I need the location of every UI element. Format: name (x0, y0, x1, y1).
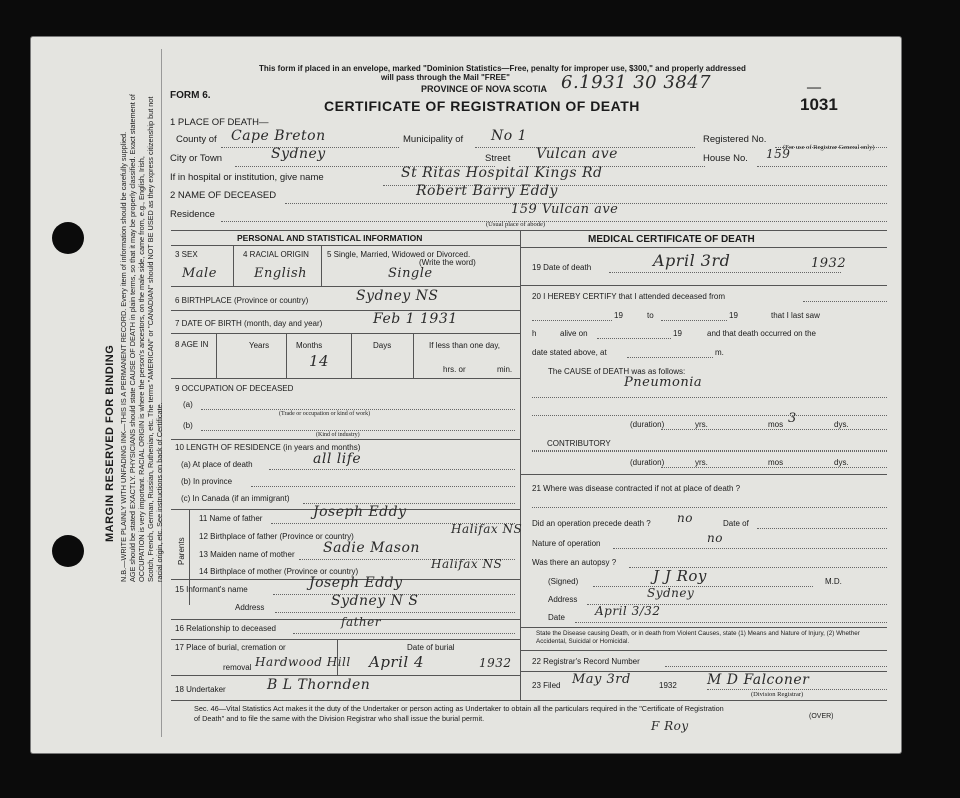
punch-hole-bottom (52, 535, 84, 567)
bottom-initials: F Roy (651, 719, 689, 733)
operation-date-label: Date of (723, 519, 749, 528)
row-rule-5 (171, 439, 521, 440)
duration-line-2 (661, 467, 887, 468)
physician-date-label: Date (548, 613, 565, 622)
marital-label: 5 Single, Married, Widowed or Divorced. (327, 250, 471, 259)
division-registrar-line (707, 689, 887, 690)
postage-note: This form if placed in an envelope, marked "Dominion Statistics—Free, penalty for improper use, $300," and properly addressed (259, 64, 746, 73)
dash-mark: — (807, 80, 821, 95)
nature-label: Nature of operation (532, 539, 601, 548)
handwritten-reference: 6.1931 30 3847 (561, 72, 712, 93)
margin-instruction-2: AGE should be stated EXACTLY. PHYSICIANS should state CAUSE OF DEATH in plain terms, so that it may be properly classified. Exact statement of (128, 94, 137, 582)
father-birthplace-value: Halifax NS (451, 522, 523, 536)
relationship-label: 16 Relationship to deceased (175, 624, 276, 633)
marital-value: Single (388, 266, 433, 281)
residence-value: 159 Vulcan ave (511, 202, 619, 217)
date-of-death-line (609, 272, 841, 273)
registrar-note: (For use of Registrar General only) (783, 144, 875, 151)
in-province-line (251, 486, 515, 487)
filed-year: 1932 (659, 681, 677, 690)
certify-date-stated: date stated above, at (532, 348, 607, 357)
cause-line-1 (532, 397, 887, 398)
house-no-line (757, 166, 887, 167)
row-rule-1 (171, 286, 521, 287)
sex-divider (233, 245, 234, 286)
physician-address-label: Address (548, 595, 578, 604)
certificate-title: CERTIFICATE OF REGISTRATION OF DEATH (324, 98, 640, 114)
certify-19-c: 19 (673, 329, 682, 338)
duration-days-value: 3 (788, 411, 797, 426)
postage-note-2: will pass through the Mail "FREE" (381, 73, 510, 82)
sex-label: 3 SEX (175, 250, 198, 259)
margin-instruction-4: Scotch, French, German, Russian, Ruthenian, etc. The terms "AMERICAN" or "CANADIAN" should NOT BE USED as they express citizenship but not (146, 96, 155, 582)
registered-no-label: Registered No. (703, 134, 767, 145)
nature-value: no (707, 531, 723, 545)
certify-h: h (532, 329, 537, 338)
marital-note: (Write the word) (419, 258, 476, 267)
dob-value: Feb 1 1931 (373, 311, 458, 327)
at-place-value: all life (313, 451, 362, 467)
dys-label-1: dys. (834, 420, 849, 429)
at-place-line (269, 469, 515, 470)
burial-label: 17 Place of burial, cremation or (175, 643, 286, 652)
division-registrar-note: (Division Registrar) (751, 691, 804, 698)
relationship-line (293, 633, 515, 634)
yrs-label-1: yrs. (695, 420, 708, 429)
informant-label: 15 Informant's name (175, 585, 248, 594)
street-value: Vulcan ave (536, 146, 618, 162)
certify-alive-on: alive on (560, 329, 588, 338)
contracted-label: 21 Where was disease contracted if not at place of death ? (532, 484, 741, 493)
years-label: Years (249, 341, 270, 350)
occupation-b-line (201, 430, 515, 431)
form-number: FORM 6. (170, 90, 211, 101)
contributory-line-2 (532, 451, 887, 452)
occupation-b-note: (Kind of industry) (316, 432, 360, 438)
medical-heading: MEDICAL CERTIFICATE OF DEATH (588, 234, 755, 245)
race-label: 4 RACIAL ORIGIN (243, 250, 309, 259)
birthplace-value: Sydney NS (356, 288, 439, 304)
filed-label: 23 Filed (532, 681, 561, 690)
row-rule-2 (171, 310, 521, 311)
personal-sub-rule (171, 245, 521, 246)
burial-date-value: April 4 (369, 653, 425, 671)
birthplace-label: 6 BIRTHPLACE (Province or country) (175, 296, 309, 305)
mother-birthplace-label: 14 Birthplace of mother (Province or country) (199, 567, 359, 576)
age-divider-4 (413, 333, 414, 378)
duration-label-1: (duration) (630, 420, 665, 429)
physician-address-value: Sydney (647, 586, 695, 600)
race-value: English (254, 266, 308, 281)
operation-date-line (757, 528, 887, 529)
medical-rule-1 (520, 285, 887, 286)
certify-line-3 (597, 338, 671, 339)
removal-value: Hardwood Hill (255, 655, 351, 669)
certify-to: to (647, 311, 654, 320)
medical-rule-2 (520, 474, 887, 475)
municipality-label: Municipality of (403, 134, 464, 145)
death-year: 1932 (811, 256, 847, 271)
race-divider (321, 245, 322, 286)
duration-line-1 (661, 429, 887, 430)
informant-address-value: Sydney N S (331, 593, 419, 609)
certificate-number: 1031 (800, 95, 838, 114)
municipality-value: No 1 (491, 128, 528, 144)
medical-rule-3 (520, 627, 887, 628)
signed-label: (Signed) (548, 577, 579, 586)
dys-label-2: dys. (834, 458, 849, 467)
operation-label: Did an operation precede death ? (532, 519, 651, 528)
deceased-name-value: Robert Barry Eddy (416, 183, 558, 199)
margin-instruction-1: N.B.—WRITE PLAINLY WITH UNFADING INK—THIS IS A PERMANENT RECORD. Every item of information should be carefully supplied. (119, 131, 128, 582)
over-note: (OVER) (809, 713, 834, 720)
street-label: Street (485, 153, 511, 164)
filed-value: May 3rd (572, 672, 631, 687)
hospital-value: St Ritas Hospital Kings Rd (401, 165, 603, 181)
burial-divider (337, 639, 338, 675)
occupation-a-line (201, 409, 515, 410)
punch-hole-top (52, 222, 84, 254)
registrar-record-label: 22 Registrar's Record Number (532, 657, 640, 666)
row-rule-9 (171, 639, 521, 640)
burial-date-label: Date of burial (407, 643, 455, 652)
margin-rule (161, 49, 162, 737)
margin-instruction-3: OCCUPATION is very important. RACIAL ORIGIN is where the person's ancestors, on the male side, came from, e.g., English, Irish, (137, 156, 146, 582)
in-canada-label: (c) In Canada (if an immigrant) (181, 494, 290, 503)
autopsy-label: Was there an autopsy ? (532, 558, 617, 567)
certify-19-a: 19 (614, 311, 623, 320)
dob-label: 7 DATE OF BIRTH (month, day and year) (175, 319, 323, 328)
less-than-day-label: If less than one day, (429, 341, 501, 350)
certify-time-line (627, 357, 713, 358)
city-value: Sydney (271, 146, 326, 162)
residence-note: (Usual place of abode) (486, 221, 546, 228)
city-label: City or Town (170, 153, 223, 164)
medical-top-rule (520, 230, 887, 231)
undertaker-label: 18 Undertaker (175, 685, 226, 694)
bottom-rule (171, 700, 887, 701)
cause-of-death-value: Pneumonia (624, 375, 703, 390)
age-divider-3 (351, 333, 352, 378)
row-rule-10 (171, 675, 521, 676)
mother-birthplace-value: Halifax NS (431, 557, 503, 571)
operation-value: no (677, 511, 693, 525)
hospital-label: If in hospital or institution, give name (170, 172, 324, 183)
certify-19-b: 19 (729, 311, 738, 320)
mother-label: 13 Maiden name of mother (199, 550, 295, 559)
physician-date-value: April 3/32 (595, 604, 661, 618)
occupation-b-label: (b) (183, 421, 193, 430)
informant-value: Joseph Eddy (309, 575, 403, 591)
months-value: 14 (309, 352, 330, 370)
medical-rule-4 (520, 650, 887, 651)
row-rule-4 (171, 378, 521, 379)
father-label: 11 Name of father (199, 514, 263, 523)
days-label: Days (373, 341, 392, 350)
in-province-label: (b) In province (181, 477, 233, 486)
sec46-note-1: Sec. 46—Vital Statistics Act makes it the duty of the Undertaker or person acting as Undertaker to obtain all the particulars required in the "Certificate of Registration (194, 704, 724, 713)
age-divider-2 (286, 333, 287, 378)
duration-label-2: (duration) (630, 458, 665, 467)
cause-of-death-label: The CAUSE of DEATH was as follows: (548, 367, 686, 376)
min-label: min. (497, 365, 513, 374)
certify-from-line (803, 301, 887, 302)
personal-top-rule (171, 230, 521, 231)
signed-line (593, 586, 813, 587)
removal-label: removal (223, 663, 252, 672)
contracted-line (532, 507, 887, 508)
certificate-paper (31, 37, 901, 753)
months-label: Months (296, 341, 323, 350)
house-no-value: 159 (766, 147, 791, 161)
cause-line-2 (532, 415, 887, 416)
date-of-death-label: 19 Date of death (532, 263, 592, 272)
deceased-name-label: 2 NAME OF DECEASED (170, 190, 277, 201)
certify-last-saw: that I last saw (771, 311, 820, 320)
age-divider-1 (216, 333, 217, 378)
residence-label: Residence (170, 209, 215, 220)
residence-line (221, 221, 887, 222)
division-registrar-signature: M D Falconer (707, 672, 810, 688)
sec46-note-2: of Death" and to file the same with the Division Registrar who shall issue the burial permit. (194, 714, 485, 723)
mother-value: Sadie Mason (323, 540, 420, 556)
hrs-label: hrs. or (443, 365, 466, 374)
father-birthplace-label: 12 Birthplace of father (Province or country) (199, 532, 354, 541)
physician-signature: J J Roy (653, 567, 707, 585)
age-label: 8 AGE IN (175, 340, 209, 349)
mos-label-1: mos (768, 420, 784, 429)
physician-date-line (575, 622, 887, 623)
certify-occurred: and that death occurred on the (707, 329, 816, 338)
burial-year: 1932 (479, 656, 512, 670)
undertaker-value: B L Thornden (267, 677, 371, 693)
relationship-value: father (341, 615, 381, 629)
center-divider (520, 230, 521, 700)
date-of-death-value: April 3rd (653, 251, 731, 270)
personal-heading: PERSONAL AND STATISTICAL INFORMATION (237, 233, 423, 243)
certify-m: m. (715, 348, 724, 357)
parents-label: Parents (177, 537, 186, 565)
medical-footnote: State the Disease causing Death, or in death from Violent Causes, state (1) Means and Nature of Injury, (2) Whether Accidental, Suicidal or Homicidal. (536, 630, 860, 645)
length-of-residence-label: 10 LENGTH OF RESIDENCE (in years and months) (175, 443, 361, 452)
at-place-label: (a) At place of death (181, 460, 253, 469)
certify-line-2-a (532, 320, 612, 321)
county-label: County of (176, 134, 217, 145)
margin-instruction-5: racial origin, etc. See instructions on back of Certificate. (155, 402, 164, 582)
informant-address-line (275, 612, 515, 613)
house-no-label: House No. (703, 153, 748, 164)
contributory-label: CONTRIBUTORY (547, 439, 611, 448)
yrs-label-2: yrs. (695, 458, 708, 467)
nature-line (613, 548, 887, 549)
occupation-label: 9 OCCUPATION OF DECEASED (175, 384, 294, 393)
province-heading: PROVINCE OF NOVA SCOTIA (421, 84, 548, 94)
md-label: M.D. (825, 577, 842, 586)
county-value: Cape Breton (231, 128, 326, 144)
certify-line-1: 20 I HEREBY CERTIFY that I attended deceased from (532, 292, 725, 301)
informant-address-label: Address (235, 603, 265, 612)
place-of-death-heading: 1 PLACE OF DEATH— (170, 117, 269, 128)
certify-line-2-b (661, 320, 727, 321)
medical-sub-rule (520, 247, 887, 248)
mos-label-2: mos (768, 458, 784, 467)
registrar-record-line (665, 666, 887, 667)
binding-margin-label: MARGIN RESERVED FOR BINDING (104, 344, 116, 542)
father-value: Joseph Eddy (313, 504, 407, 520)
occupation-a-label: (a) (183, 400, 193, 409)
row-rule-3 (171, 333, 521, 334)
occupation-a-note: (Trade or occupation or kind of work) (279, 411, 371, 417)
sex-value: Male (182, 266, 217, 281)
